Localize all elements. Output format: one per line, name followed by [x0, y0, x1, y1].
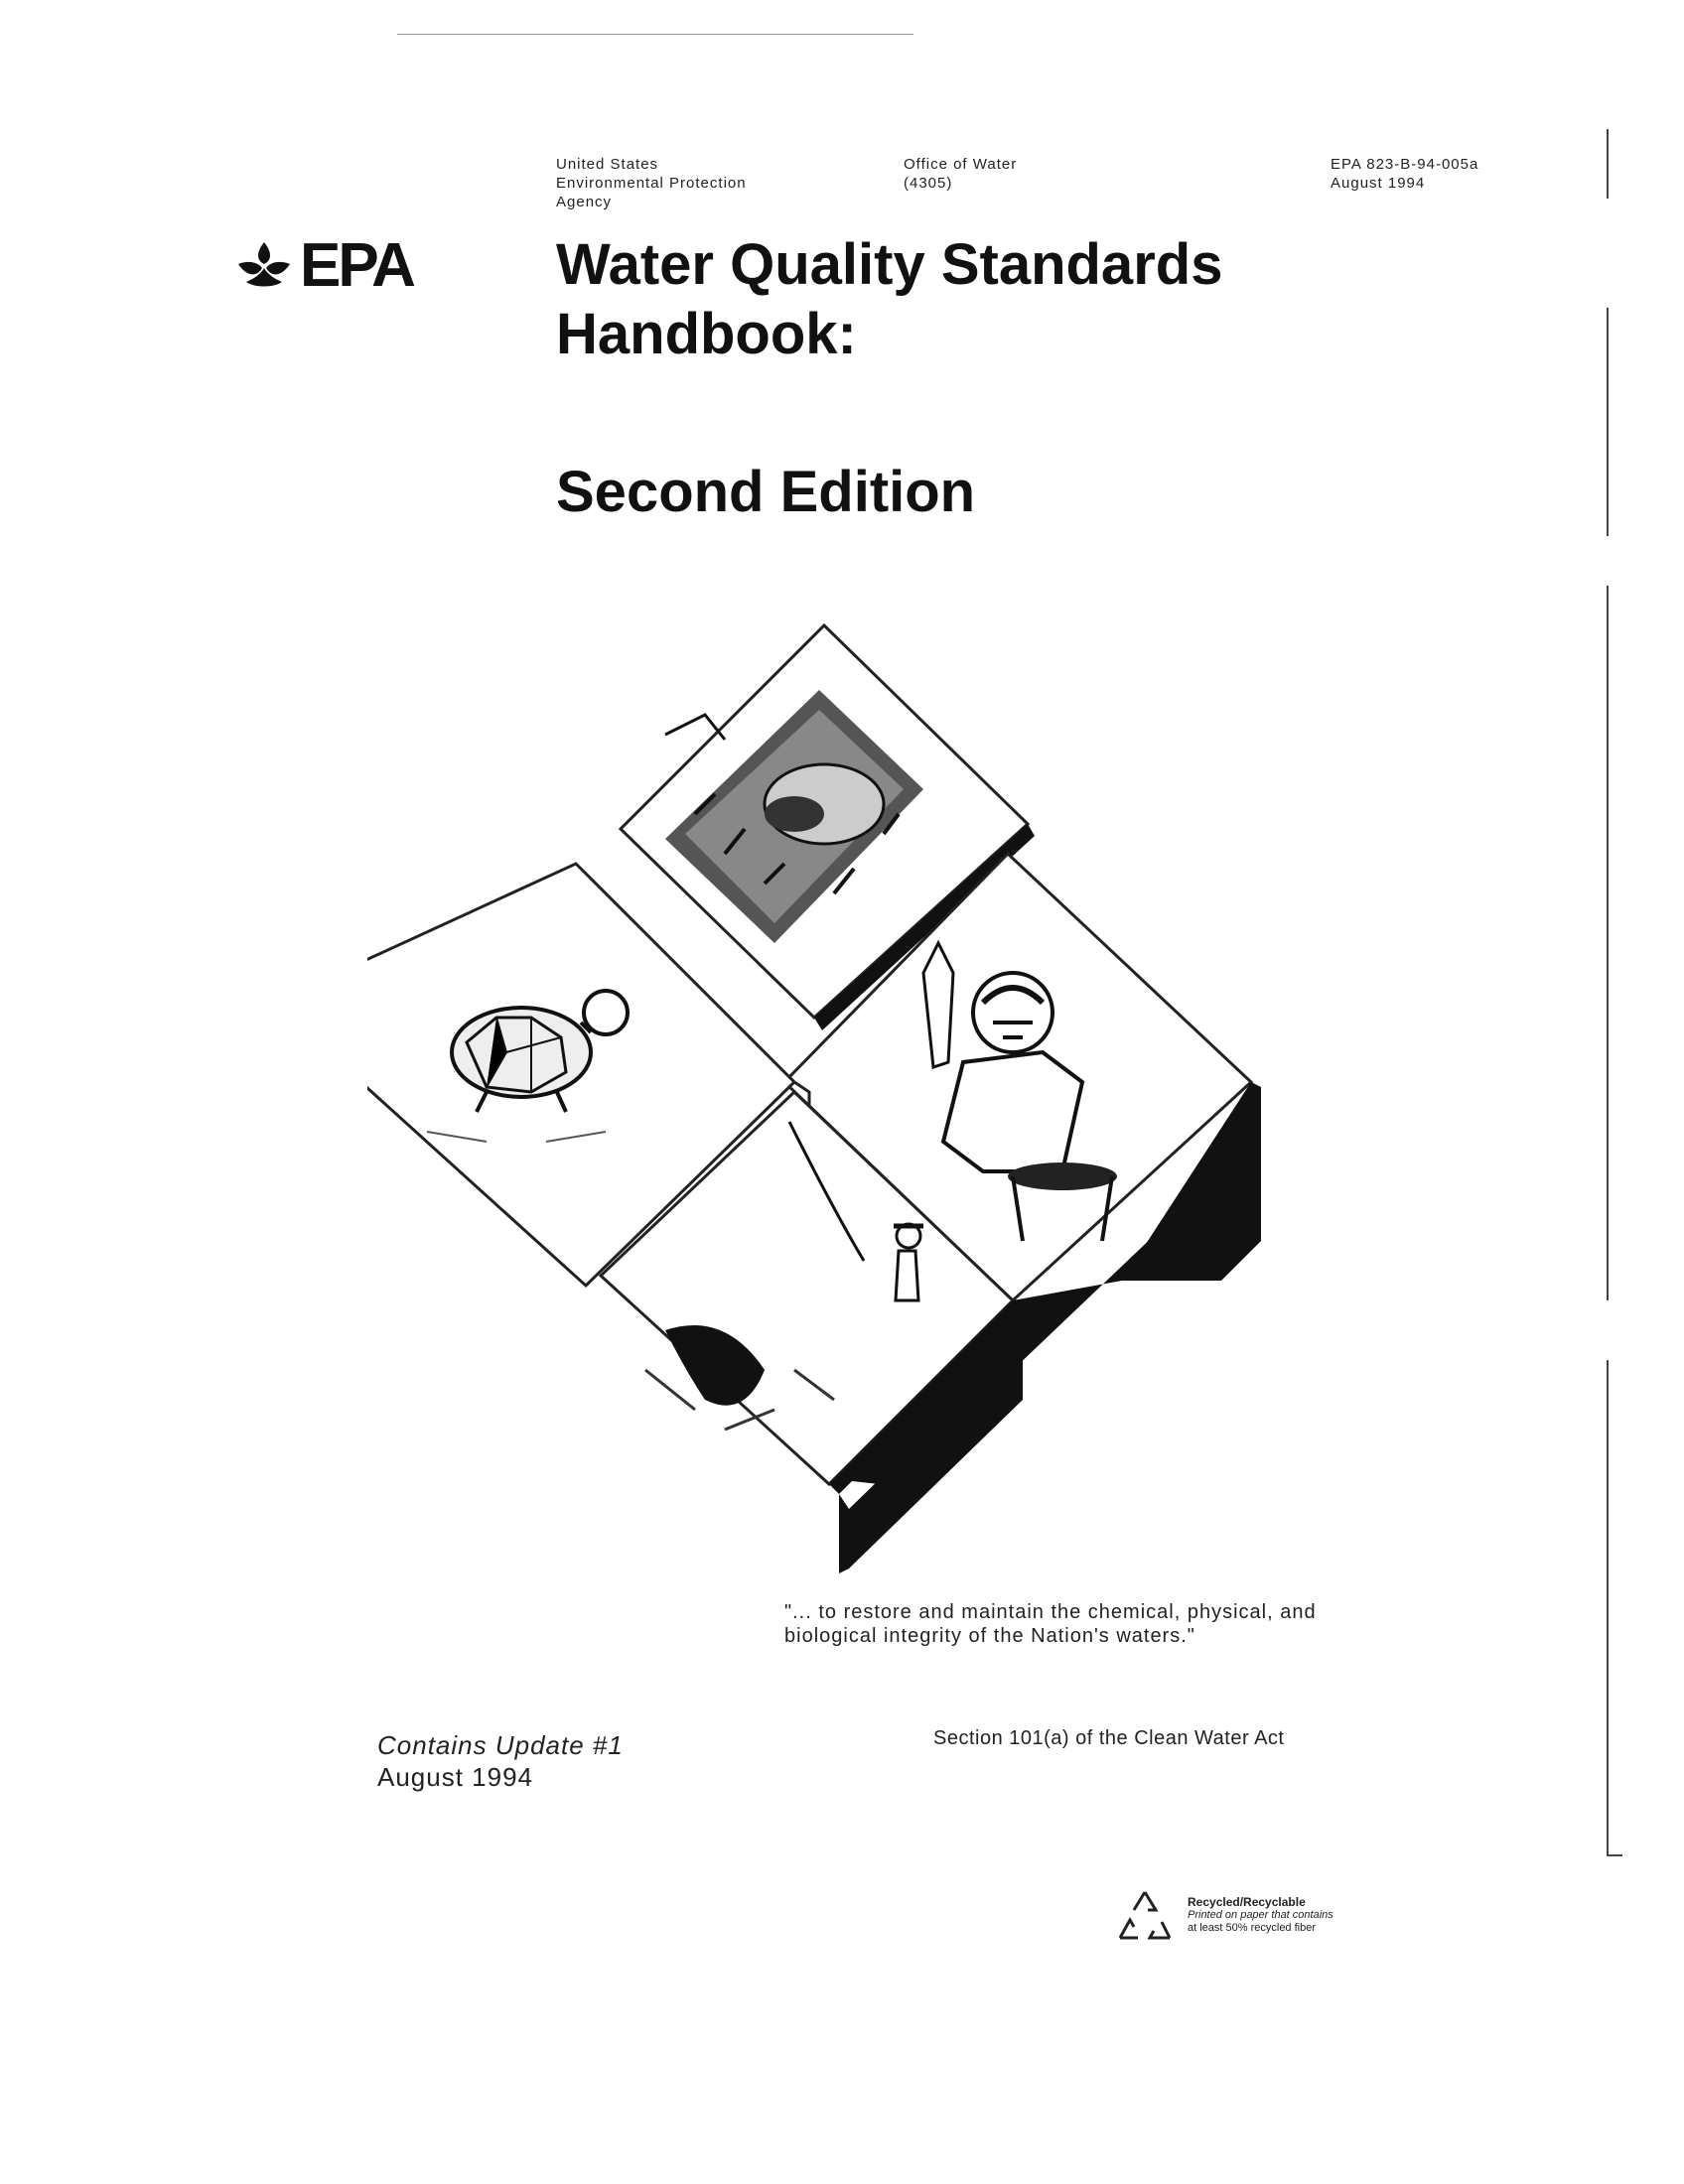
scan-top-line	[397, 34, 913, 35]
agency-line: Environmental Protection	[556, 175, 747, 192]
recycled-line: Printed on paper that contains	[1188, 1909, 1333, 1921]
scan-edge-line	[1607, 586, 1609, 1300]
recycled-title: Recycled/Recyclable	[1188, 1895, 1306, 1909]
scan-edge-line	[1607, 308, 1609, 536]
document-date: August 1994	[1331, 175, 1426, 192]
title-line: Handbook:	[556, 302, 857, 366]
clean-water-act-quote: "... to restore and maintain the chemical, physical, and biological integrity of the Nation's waters."	[784, 1601, 1317, 1647]
office-line: (4305)	[904, 175, 953, 192]
logo-text: EPA	[300, 231, 413, 300]
office-line: Office of Water	[904, 156, 1018, 173]
recycled-line: at least 50% recycled fiber	[1188, 1922, 1317, 1934]
quote-citation: Section 101(a) of the Clean Water Act	[933, 1727, 1285, 1749]
update-notice	[377, 1729, 624, 1793]
recycled-notice	[1188, 1896, 1333, 1935]
recycle-icon	[1110, 1886, 1180, 1950]
title-line: Water Quality Standards	[556, 232, 1223, 297]
scan-edge-line	[1607, 1360, 1609, 1856]
update-date: August 1994	[377, 1762, 534, 1792]
agency-line: United States	[556, 156, 659, 173]
scan-edge-line	[1607, 1854, 1622, 1856]
document-id	[1331, 155, 1478, 193]
scan-edge-line	[1607, 129, 1609, 199]
epa-flower-icon	[234, 238, 294, 290]
office-name	[904, 155, 1017, 193]
edition-title: Second Edition	[556, 460, 976, 524]
document-title	[556, 230, 1222, 369]
agency-name	[556, 155, 747, 211]
document-number: EPA 823-B-94-005a	[1331, 156, 1479, 173]
update-line: Contains Update #1	[377, 1730, 624, 1760]
cover-illustration	[367, 615, 1261, 1588]
epa-logo	[234, 230, 413, 301]
agency-line: Agency	[556, 194, 613, 210]
